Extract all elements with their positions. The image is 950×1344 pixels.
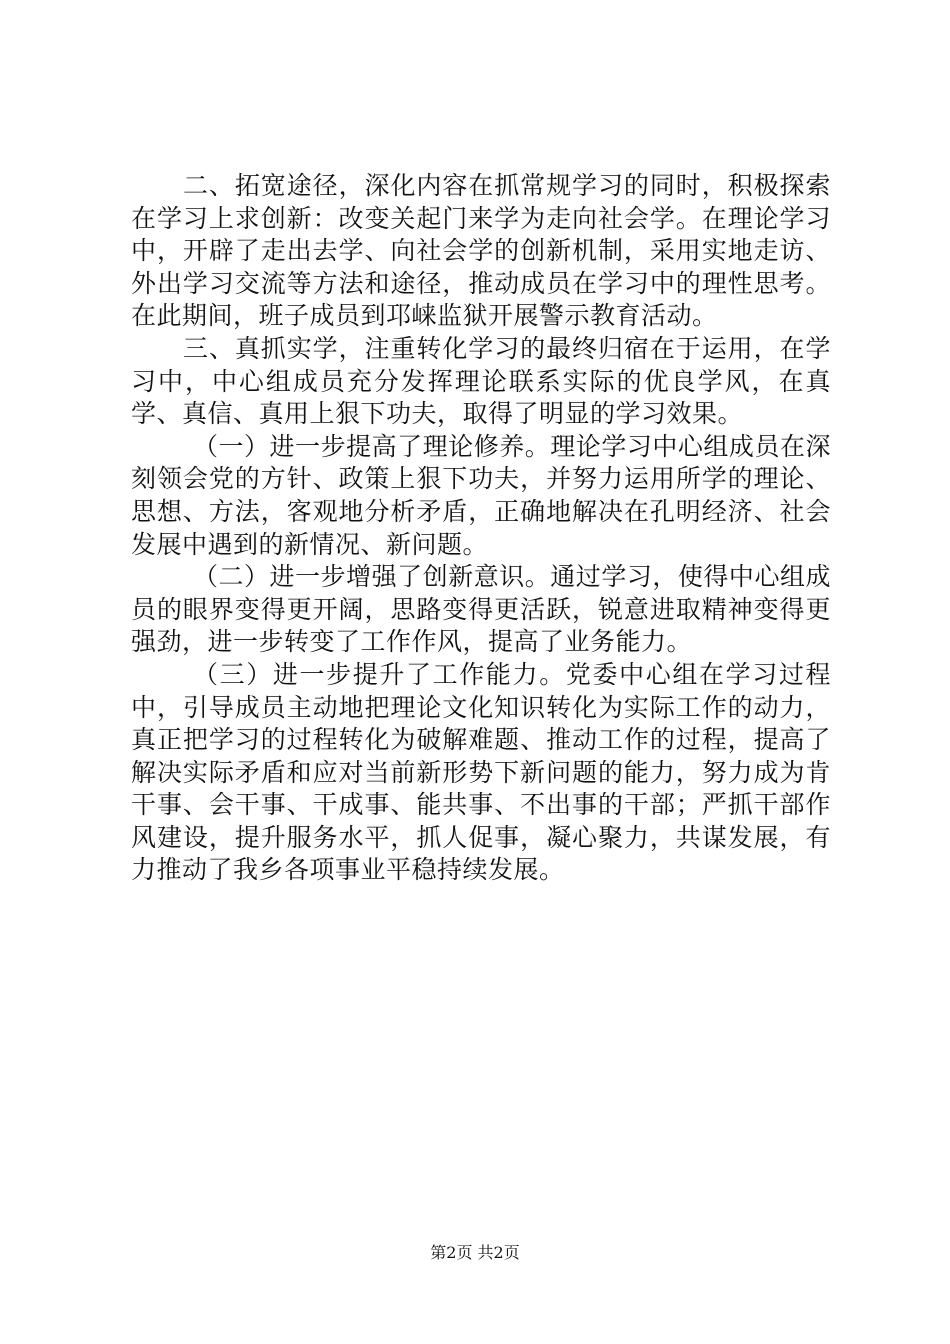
paragraph-practical-study: 三、真抓实学，注重转化学习的最终归宿在于运用，在学习中，中心组成员充分发挥理论联系实际的优良学风，在真学、真信、真用上狠下功夫，取得了明显的学习效果。	[131, 333, 831, 429]
paragraph-broaden-approach: 二、拓宽途径，深化内容在抓常规学习的同时，积极探索在学习上求创新：改变关起门来学为走向社会学。在理论学习中，开辟了走出去学、向社会学的创新机制，采用实地走访、外出学习交流等方法和途径，推动成员在学习中的理性思考。在此期间，班子成员到邛崃监狱开展警示教育活动。	[131, 171, 831, 331]
page-footer	[0, 1243, 950, 1263]
paragraph-work-capability: （三）进一步提升了工作能力。党委中心组在学习过程中，引导成员主动地把理论文化知识转化为实际工作的动力，真正把学习的过程转化为破解难题、推动工作的过程，提高了解决实际矛盾和应对当前新形势下新问题的能力，努力成为肯干事、会干事、干成事、能共事、不出事的干部；严抓干部作风建设，提升服务水平，抓人促事，凝心聚力，共谋发展，有力推动了我乡各项事业平稳持续发展。	[131, 659, 831, 885]
paragraph-theory-cultivation: （一）进一步提高了理论修养。理论学习中心组成员在深刻领会党的方针、政策上狠下功夫，并努力运用所学的理论、思想、方法，客观地分析矛盾，正确地解决在孔明经济、社会发展中遇到的新情况、新问题。	[131, 431, 831, 559]
paragraph-innovation-awareness: （二）进一步增强了创新意识。通过学习，使得中心组成员的眼界变得更开阔，思路变得更活跃，锐意进取精神变得更强劲，进一步转变了工作作风，提高了业务能力。	[131, 562, 831, 657]
page-number-label: 第2页 共2页	[430, 1243, 520, 1262]
document-body	[131, 170, 831, 887]
